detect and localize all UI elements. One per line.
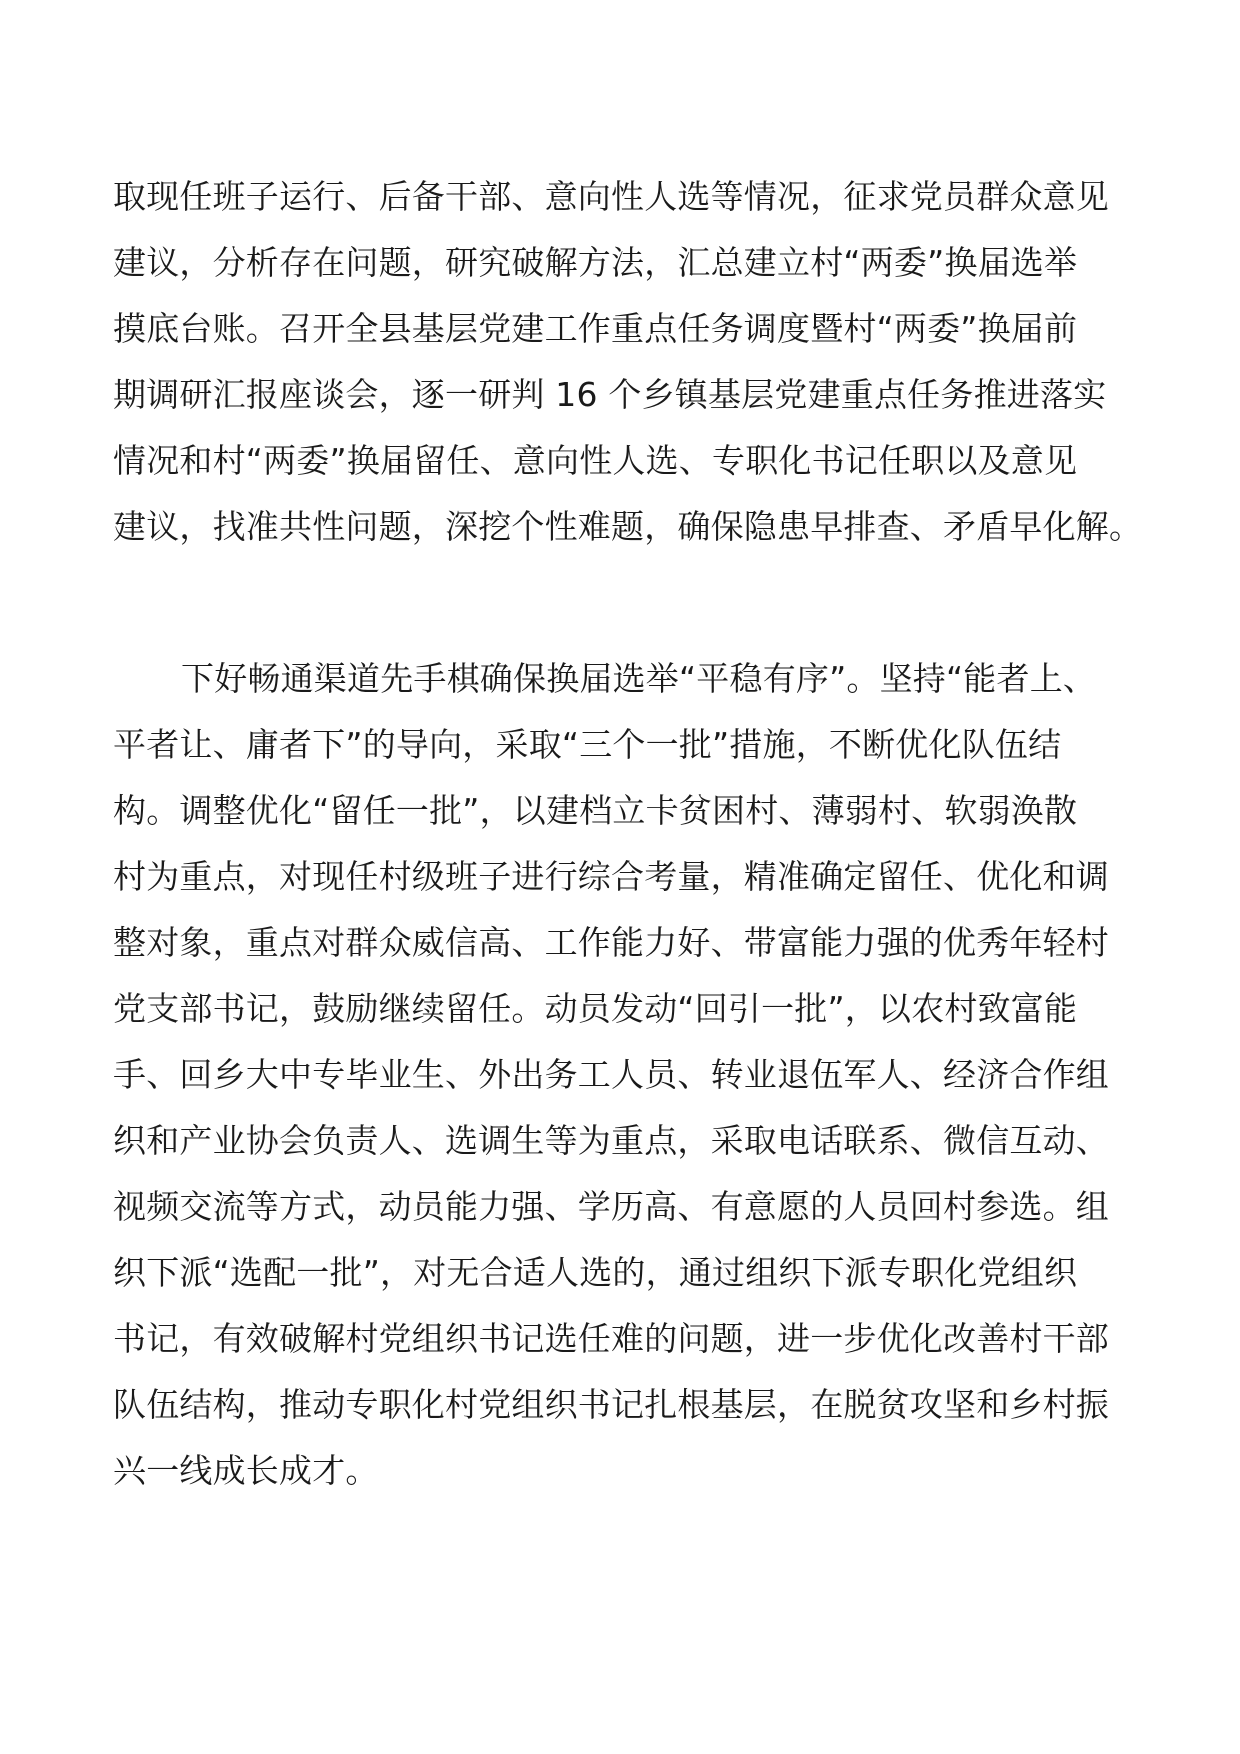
text-line: 构。调整优化“留任一批”，以建档立卡贫困村、薄弱村、软弱涣散 [113,791,1078,830]
text-line: 建议，分析存在问题，研究破解方法，汇总建立村“两委”换届选举 [113,243,1078,282]
paragraph-1 [113,164,1153,560]
text-line: 织和产业协会负责人、选调生等为重点，采取电话联系、微信互动、 [113,1121,1109,1160]
text-line: 情况和村“两委”换届留任、意向性人选、专职化书记任职以及意见 [113,441,1078,480]
text-line: 党支部书记，鼓励继续留任。动员发动“回引一批”，以农村致富能 [113,989,1078,1028]
text-line: 织下派“选配一批”，对无合适人选的，通过组织下派专职化党组织 [113,1253,1078,1292]
text-line: 摸底台账。召开全县基层党建工作重点任务调度暨村“两委”换届前 [113,309,1078,348]
text-line: 手、回乡大中专毕业生、外出务工人员、转业退伍军人、经济合作组 [113,1055,1109,1094]
text-line: 建议，找准共性问题，深挖个性难题，确保隐患早排查、矛盾早化解。 [113,507,1143,546]
text-line: 村为重点，对现任村级班子进行综合考量，精准确定留任、优化和调 [113,857,1109,896]
paragraph-2 [113,646,1153,1504]
text-line: 取现任班子运行、后备干部、意向性人选等情况，征求党员群众意见 [113,177,1109,216]
text-line: 整对象，重点对群众威信高、工作能力好、带富能力强的优秀年轻村 [113,923,1109,962]
text-line: 兴一线成长成才。 [113,1451,379,1490]
text-line: 视频交流等方式，动员能力强、学历高、有意愿的人员回村参选。组 [113,1187,1109,1226]
text-line: 期调研汇报座谈会，逐一研判 16 个乡镇基层党建重点任务推进落实 [113,375,1107,414]
text-line: 平者让、庸者下”的导向，采取“三个一批”措施，不断优化队伍结 [113,725,1062,764]
text-line: 队伍结构，推动专职化村党组织书记扎根基层，在脱贫攻坚和乡村振 [113,1385,1109,1424]
text-line: 书记，有效破解村党组织书记选任难的问题，进一步优化改善村干部 [113,1319,1109,1358]
text-line: 下好畅通渠道先手棋确保换届选举“平稳有序”。坚持“能者上、 [181,659,1097,698]
